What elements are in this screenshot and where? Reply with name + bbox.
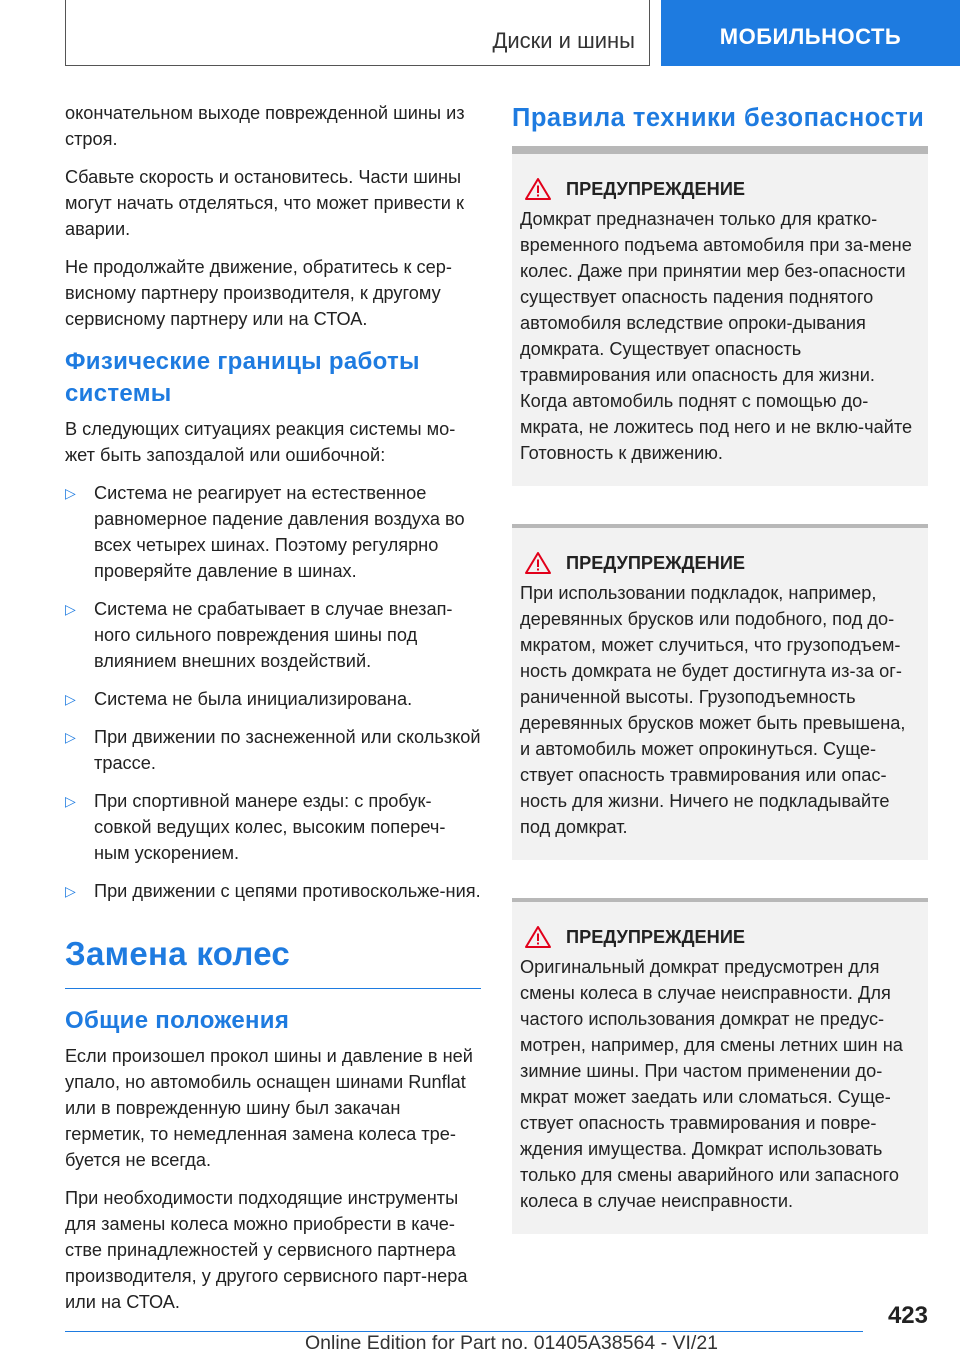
heading-safety-rules: Правила техники безопасности (512, 100, 928, 150)
header-chapter-title: Диски и шины (492, 28, 635, 53)
paragraph: При необходимости подходящие инструменты для замены колеса можно приобрести в каче-стве принадлежностей у сервисного партнера производителя, у другого сервисного парт-нера или на СТОА. (65, 1188, 468, 1312)
paragraph: Не продолжайте движение, обратитесь к сер-висному партнеру производителя, к другому сервисному партнеру или на СТОА. (65, 257, 452, 329)
warning-text: Домкрат предназначен только для кратко-временного подъема автомобиля при за-мене колес. Даже при принятии мер без-опасности существует опасность падения поднятого автомобиля вследствие опроки-дывания домкрата. Существует опасность травмирования или опасность для жизни. Когда автомобиль поднят с помощью до-мкрата, не ложитесь под него и не вклю-чайте Готовность к движению. (520, 209, 913, 463)
triangle-right-icon: ▷ (65, 601, 76, 617)
list-item: ▷ При движении по заснеженной или скользкой трассе. (65, 724, 481, 776)
list-item: ▷ Система не реагирует на естественное равномерное падение давления воздуха во всех четырех шинах. Поэтому регулярно проверяйте давление в шинах. (65, 480, 481, 584)
warning-triangle-icon (524, 551, 552, 575)
heading-wheel-change: Замена колес (65, 916, 481, 989)
triangle-right-icon: ▷ (65, 691, 76, 707)
limits-list (65, 480, 481, 904)
list-item: ▷ При спортивной манере езды: с пробук-совкой ведущих колес, высоким попереч-ным ускорением. (65, 788, 481, 866)
triangle-right-icon: ▷ (65, 793, 76, 809)
paragraph: Если произошел прокол шины и давление в ней упало, но автомобиль оснащен шинами Runflat или в поврежденную шину был закачан герметик, то немедленная замена колеса тре-буется не всегда. (65, 1046, 473, 1170)
paragraph: Сбавьте скорость и остановитесь. Части шины могут начать отделяться, что может привести к аварии. (65, 167, 464, 239)
paragraph: окончательном выходе поврежденной шины из строя. (65, 103, 465, 149)
left-column (65, 100, 481, 1327)
triangle-right-icon: ▷ (65, 883, 76, 899)
list-item: ▷ При движении с цепями противоскольже-ния. (65, 878, 481, 904)
page-number: 423 (887, 1302, 928, 1329)
footer-edition: Online Edition for Part no. 01405A38564 - VI/21 (305, 1332, 719, 1354)
header-chapter-box (65, 0, 650, 66)
list-item: ▷ Система не срабатывает в случае внезап-ного сильного повреждения шины под влиянием внешних воздействий. (65, 596, 481, 674)
warning-title: ПРЕДУПРЕЖДЕНИЕ (520, 176, 920, 202)
warning-title: ПРЕДУПРЕЖДЕНИЕ (520, 550, 920, 576)
warning-title: ПРЕДУПРЕЖДЕНИЕ (520, 924, 920, 950)
header-section-tab: МОБИЛЬНОСТЬ (661, 0, 960, 66)
heading-system-limits: Физические границы работы системы (65, 348, 420, 407)
warning-box (512, 150, 928, 486)
triangle-right-icon: ▷ (65, 729, 76, 745)
heading-general: Общие положения (65, 1007, 290, 1034)
right-column (512, 100, 928, 1234)
warning-triangle-icon (524, 925, 552, 949)
list-item: ▷ Система не была инициализирована. (65, 686, 481, 712)
triangle-right-icon: ▷ (65, 485, 76, 501)
paragraph: В следующих ситуациях реакция системы мо-жет быть запоздалой или ошибочной: (65, 419, 456, 465)
warning-text: Оригинальный домкрат предусмотрен для смены колеса в случае неисправности. Для частого использования домкрат не предус-мотрен, например, для смены летних шин на зимние шины. При частом применении до-мкрат может заедать или сломаться. Суще-ствует опасность травмирования и повре-ждения имущества. Домкрат использовать только для смены аварийного или запасного колеса в случае неисправности. (520, 957, 903, 1211)
warning-box (512, 898, 928, 1234)
warning-text: При использовании подкладок, например, деревянных брусков или подобного, под до-мкратом, может случиться, что грузоподъем-ность домкрата не будет достигнута из-за ог-раниченной высоты. Грузоподъемность деревянных брусков может быть превышена, и автомобиль может опрокинуться. Суще-ствует опасность травмирования или опас-ность для жизни. Ничего не подкладывайте под домкрат. (520, 583, 906, 837)
warning-triangle-icon (524, 177, 552, 201)
warning-box (512, 524, 928, 860)
